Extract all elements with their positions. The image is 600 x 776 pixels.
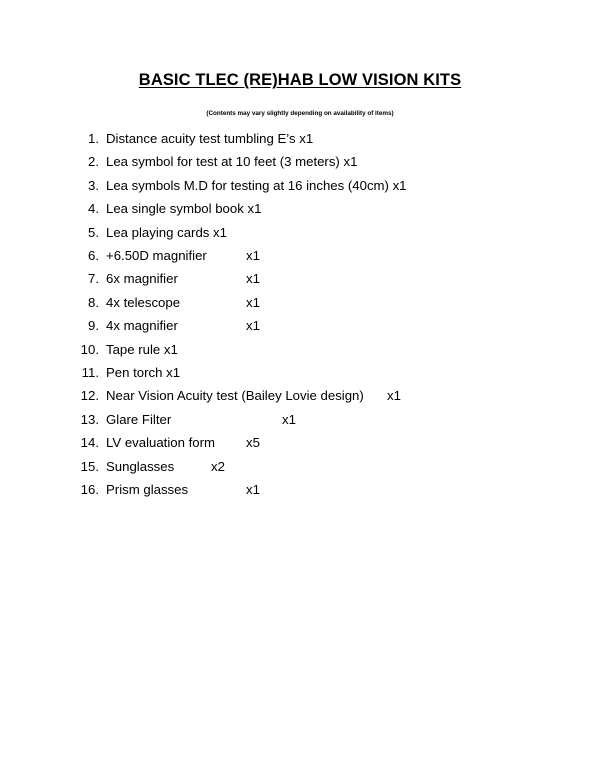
list-item: [0, 363, 600, 383]
item-text: 4x telescope: [106, 294, 181, 310]
item-text: Lea playing cards x1: [106, 224, 227, 240]
item-text: +6.50D magnifier: [106, 248, 207, 263]
item-number: 8.: [88, 294, 99, 310]
item-text: Lea symbol for test at 10 feet (3 meters) x1: [106, 154, 358, 170]
item-quantity: x1: [246, 318, 260, 334]
list-item: [0, 152, 600, 172]
item-quantity: x1: [282, 411, 296, 427]
item-number: 16.: [80, 482, 99, 497]
item-text: 6x magnifier: [106, 271, 178, 287]
list-item: [0, 199, 600, 219]
item-number: 4.: [88, 201, 99, 217]
item-number: 10.: [80, 341, 99, 357]
list-item: [0, 457, 600, 477]
item-quantity: x5: [246, 435, 260, 451]
item-quantity: x1: [246, 248, 260, 263]
list-item: [0, 223, 600, 243]
item-text: Pen torch x1: [106, 365, 181, 380]
item-text: LV evaluation form: [106, 435, 215, 451]
item-number: 1.: [88, 131, 99, 146]
item-number: 11.: [81, 365, 99, 380]
item-number: 6.: [88, 248, 99, 263]
item-number: 3.: [88, 177, 99, 193]
item-number: 2.: [88, 154, 99, 170]
item-number: 15.: [80, 458, 99, 474]
list-item: [0, 410, 600, 430]
list-item: [0, 293, 600, 313]
list-item: [0, 129, 600, 149]
item-number: 12.: [80, 388, 99, 404]
item-number: 13.: [80, 411, 99, 427]
list-item: [0, 433, 600, 453]
item-text: Prism glasses: [106, 482, 189, 497]
list-item: [0, 340, 600, 360]
item-number: 5.: [88, 224, 99, 240]
page-title: BASIC TLEC (RE)HAB LOW VISION KITS: [138, 71, 462, 89]
item-quantity: x1: [246, 271, 260, 287]
page-subtitle: (Contents may vary slightly depending on availability of items): [206, 110, 394, 117]
item-quantity: x1: [246, 482, 260, 497]
item-text: Glare Filter: [106, 411, 172, 427]
item-number: 9.: [88, 318, 99, 334]
list-item: [0, 269, 600, 289]
item-text: Tape rule x1: [106, 341, 178, 357]
item-quantity: x1: [246, 294, 260, 310]
item-text: Lea symbols M.D for testing at 16 inches (40cm) x1: [106, 177, 407, 193]
list-item: [0, 316, 600, 336]
item-text: Lea single symbol book x1: [106, 201, 262, 217]
list-item: [0, 386, 600, 406]
item-text: Distance acuity test tumbling E’s x1: [106, 131, 314, 146]
item-text: 4x magnifier: [106, 318, 178, 334]
item-text: Near Vision Acuity test (Bailey Lovie design): [106, 388, 364, 404]
list-item: [0, 480, 600, 500]
item-number: 7.: [88, 271, 99, 287]
list-item: [0, 176, 600, 196]
item-quantity: x2: [211, 458, 225, 474]
item-number: 14.: [80, 435, 99, 451]
item-quantity: x1: [387, 388, 401, 404]
item-text: Sunglasses: [106, 458, 175, 474]
list-item: [0, 246, 600, 266]
